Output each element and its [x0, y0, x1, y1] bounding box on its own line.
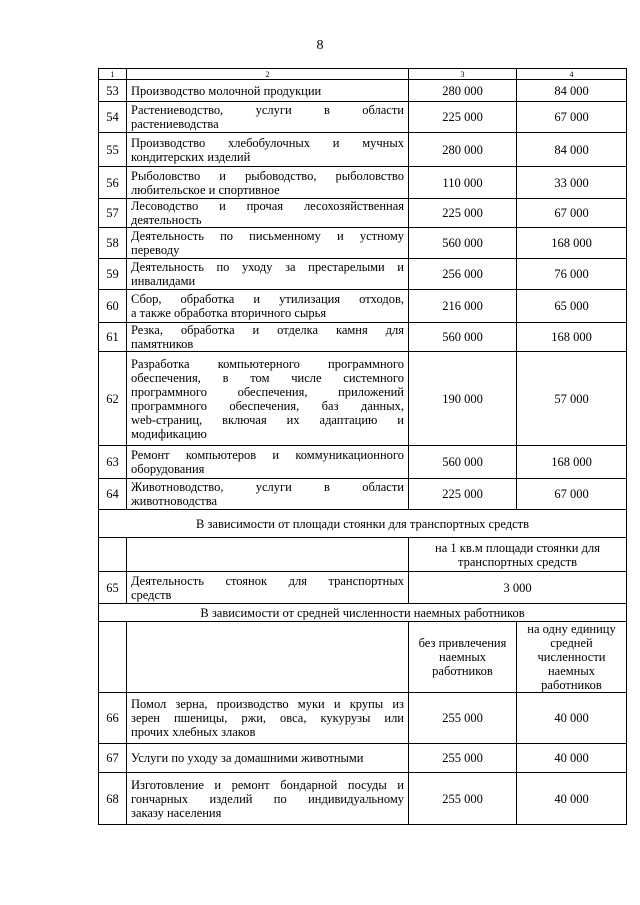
value-col-4: 33 000 — [517, 167, 627, 199]
table-row — [99, 290, 627, 323]
row-number: 66 — [99, 693, 127, 744]
activity-name-line: программного обеспечения, баз данных, — [131, 398, 404, 413]
row-number: 53 — [99, 80, 127, 102]
value-col-3: 255 000 — [409, 693, 517, 744]
row-number: 56 — [99, 167, 127, 199]
activity-name-line: инвалидами — [131, 274, 196, 288]
activity-name — [127, 133, 409, 167]
activity-name-line: Резка, обработка и отделка камня для — [131, 323, 404, 337]
value-col-3: 255 000 — [409, 773, 517, 825]
activity-name — [127, 167, 409, 199]
value-col-3: 560 000 — [409, 323, 517, 352]
value-col-4: 67 000 — [517, 102, 627, 133]
activity-name-line: средств — [131, 587, 172, 602]
activity-name-line: web-страниц, включая их адаптацию и — [131, 412, 404, 427]
value-col-4: 84 000 — [517, 80, 627, 102]
value-col-4: 76 000 — [517, 259, 627, 290]
activity-name-line: переводу — [131, 243, 180, 257]
activity-name-line: Производство хлебобулочных и мучных — [131, 135, 404, 150]
value-col-3: 256 000 — [409, 259, 517, 290]
header-col-3: 3 — [409, 69, 517, 80]
activity-name-line: заказу населения — [131, 805, 222, 820]
row-number: 63 — [99, 446, 127, 479]
row-number: 68 — [99, 773, 127, 825]
activity-name-line: модификацию — [131, 426, 207, 441]
row-number: 62 — [99, 352, 127, 446]
value-col-4: 168 000 — [517, 323, 627, 352]
activity-name — [127, 693, 409, 744]
activity-name — [127, 228, 409, 259]
section-heading-row — [99, 510, 627, 538]
activity-name — [127, 479, 409, 510]
row-number: 54 — [99, 102, 127, 133]
activity-name-line: животноводства — [131, 494, 217, 508]
value-col-3: 255 000 — [409, 744, 517, 773]
row-number: 67 — [99, 744, 127, 773]
value-col-3: 280 000 — [409, 133, 517, 167]
value-col-4: 67 000 — [517, 479, 627, 510]
activity-name-line: любительское и спортивное — [131, 182, 280, 197]
activity-name-line: кондитерских изделий — [131, 149, 251, 164]
value-col-3: 280 000 — [409, 80, 517, 102]
table-row — [99, 199, 627, 228]
header-col-1: 1 — [99, 69, 127, 80]
table-row — [99, 773, 627, 825]
activity-name-line: а также обработка вторичного сырья — [131, 306, 327, 320]
row-number: 59 — [99, 259, 127, 290]
table-row — [99, 479, 627, 510]
row-number: 65 — [99, 572, 127, 604]
value-col-4: 40 000 — [517, 693, 627, 744]
section-heading-row — [99, 604, 627, 622]
activity-name-line: Ремонт компьютеров и коммуникационного — [131, 448, 404, 462]
activity-name — [127, 446, 409, 479]
activity-name — [127, 80, 409, 102]
value-col-3: 216 000 — [409, 290, 517, 323]
value-col-4: 168 000 — [517, 446, 627, 479]
table-row — [99, 572, 627, 604]
activity-name — [127, 323, 409, 352]
activity-name-line: растениеводства — [131, 117, 219, 131]
table-row — [99, 259, 627, 290]
table-row — [99, 352, 627, 446]
unit-header-row — [99, 538, 627, 572]
table-row — [99, 693, 627, 744]
activity-name — [127, 773, 409, 825]
activity-name-line: Растениеводство, услуги в области — [131, 103, 404, 117]
activity-name-line: Деятельность стоянок для транспортных — [131, 573, 404, 588]
activity-name-line: Изготовление и ремонт бондарной посуды и — [131, 777, 404, 792]
value-col-4: 40 000 — [517, 744, 627, 773]
value-col-3: 225 000 — [409, 199, 517, 228]
activity-name — [127, 744, 409, 773]
activity-name-line: Помол зерна, производство муки и крупы из — [131, 697, 404, 711]
row-number: 58 — [99, 228, 127, 259]
value-col-3: 560 000 — [409, 446, 517, 479]
activity-name-line: прочих хлебных злаков — [131, 725, 256, 739]
activity-name-line: деятельность — [131, 213, 202, 227]
empty-cell — [99, 538, 127, 572]
value-col-3: 560 000 — [409, 228, 517, 259]
col4-header: на одну единицу средней численности наемных работников — [517, 622, 627, 693]
activity-name-line: Лесоводство и прочая лесохозяйственная — [131, 199, 404, 213]
activity-name — [127, 102, 409, 133]
activity-name-line: программного обеспечения, приложений — [131, 384, 404, 399]
value-col-4: 84 000 — [517, 133, 627, 167]
value-col-3: 225 000 — [409, 102, 517, 133]
value-merged: 3 000 — [409, 572, 627, 604]
header-col-4: 4 — [517, 69, 627, 80]
row-number: 60 — [99, 290, 127, 323]
row-number: 57 — [99, 199, 127, 228]
row-number: 64 — [99, 479, 127, 510]
value-col-3: 110 000 — [409, 167, 517, 199]
table-row — [99, 323, 627, 352]
activity-name-line: оборудования — [131, 462, 205, 476]
section-title: В зависимости от площади стоянки для транспортных средств — [99, 510, 627, 538]
table-row — [99, 744, 627, 773]
empty-cell — [99, 622, 127, 693]
section-title: В зависимости от средней численности наемных работников — [99, 604, 627, 622]
table-row — [99, 167, 627, 199]
activity-name — [127, 290, 409, 323]
value-col-4: 57 000 — [517, 352, 627, 446]
empty-cell — [127, 538, 409, 572]
value-col-3: 190 000 — [409, 352, 517, 446]
activity-name-line: Производство молочной продукции — [131, 83, 322, 98]
value-col-4: 65 000 — [517, 290, 627, 323]
activity-name-line: гончарных изделий по индивидуальному — [131, 791, 404, 806]
col3-header: без привлечения наемных работников — [409, 622, 517, 693]
column-header-row — [99, 622, 627, 693]
table-row — [99, 102, 627, 133]
page-number: 8 — [316, 38, 324, 53]
activity-name-line: Животноводство, услуги в области — [131, 480, 404, 494]
value-col-4: 168 000 — [517, 228, 627, 259]
activity-name — [127, 199, 409, 228]
unit-header: на 1 кв.м площади стоянки для транспортных средств — [409, 538, 627, 572]
activity-name-line: Разработка компьютерного программного — [131, 356, 404, 371]
activity-name — [127, 259, 409, 290]
table-row — [99, 133, 627, 167]
empty-cell — [127, 622, 409, 693]
activity-name — [127, 352, 409, 446]
table-row — [99, 228, 627, 259]
activity-name — [127, 572, 409, 604]
tariff-table — [98, 68, 627, 825]
value-col-4: 40 000 — [517, 773, 627, 825]
header-col-2: 2 — [127, 69, 409, 80]
row-number: 61 — [99, 323, 127, 352]
value-col-3: 225 000 — [409, 479, 517, 510]
activity-name-line: зерен пшеницы, ржи, овса, кукурузы или — [131, 711, 404, 725]
table-row — [99, 446, 627, 479]
table-row — [99, 80, 627, 102]
activity-name-line: памятников — [131, 337, 194, 351]
value-col-4: 67 000 — [517, 199, 627, 228]
activity-name-line: обеспечения, в том числе системного — [131, 370, 404, 385]
activity-name-line: Деятельность по письменному и устному — [131, 229, 404, 243]
table-header-row — [99, 69, 627, 80]
activity-name-line: Рыболовство и рыбоводство, рыболовство — [131, 168, 404, 183]
activity-name-line: Услуги по уходу за домашними животными — [131, 751, 364, 765]
activity-name-line: Деятельность по уходу за престарелыми и — [131, 260, 404, 274]
activity-name-line: Сбор, обработка и утилизация отходов, — [131, 292, 404, 306]
row-number: 55 — [99, 133, 127, 167]
